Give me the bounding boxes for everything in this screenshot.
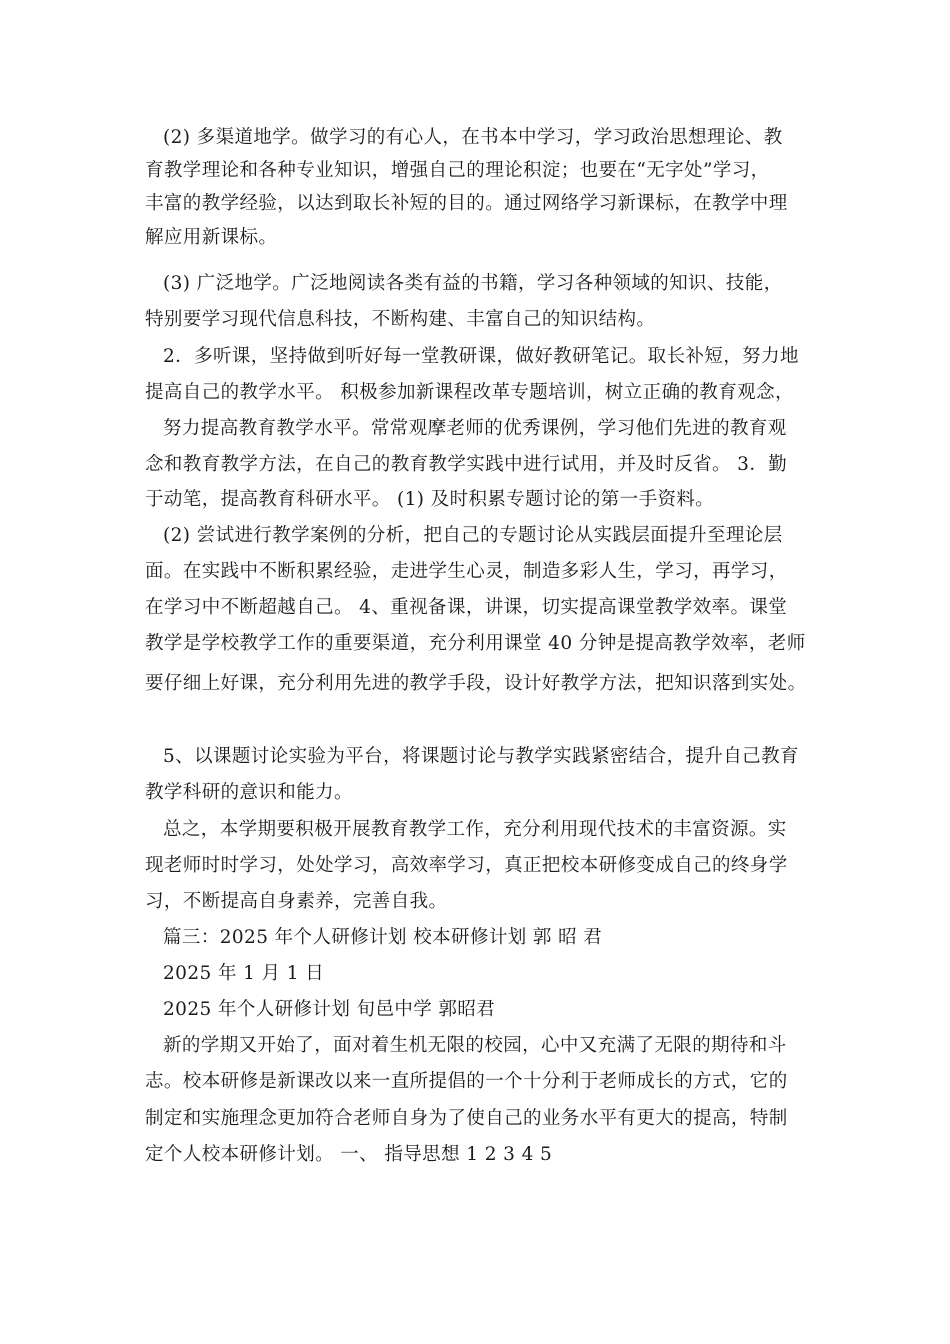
text-line: 面。在实践中不断积累经验，走进学生心灵，制造多彩人生，学习，再学习， — [145, 561, 788, 582]
text-line: 定个人校本研修计划。 一、 指导思想 1 2 3 4 5 — [145, 1144, 553, 1165]
text-line: (2) 多渠道地学。做学习的有心人，在书本中学习，学习政治思想理论、教 — [163, 127, 783, 148]
text-line: 制定和实施理念更加符合老师自身为了使自己的业务水平有更大的提高，特制 — [145, 1108, 788, 1129]
text-line: 念和教育教学方法，在自己的教育教学实践中进行试用，并及时反省。 3．勤 — [145, 454, 788, 475]
text-line: 丰富的教学经验，以达到取长补短的目的。通过网络学习新课标，在教学中理 — [145, 193, 788, 214]
text-line: 教学科研的意识和能力。 — [145, 782, 353, 803]
text-line: 志。校本研修是新课改以来一直所提倡的一个十分利于老师成长的方式，它的 — [145, 1071, 788, 1092]
text-line: 于动笔，提高教育科研水平。 (1) 及时积累专题讨论的第一手资料。 — [145, 489, 715, 510]
text-line: 篇三：2025 年个人研修计划 校本研修计划 郭 昭 君 — [163, 927, 603, 948]
text-line: 2．多听课，坚持做到听好每一堂教研课，做好教研笔记。取长补短，努力地 — [163, 346, 799, 367]
text-line: 在学习中不断超越自己。 4、重视备课，讲课，切实提高课堂教学效率。课堂 — [145, 597, 788, 618]
text-line: 要仔细上好课，充分利用先进的教学手段，设计好教学方法，把知识落到实处。 — [145, 673, 807, 694]
text-line: 5、以课题讨论实验为平台，将课题讨论与教学实践紧密结合，提升自己教育 — [163, 746, 799, 767]
text-line: 解应用新课标。 — [145, 227, 278, 248]
text-line: (3) 广泛地学。广泛地阅读各类有益的书籍，学习各种领域的知识、技能， — [163, 273, 783, 294]
text-line: (2) 尝试进行教学案例的分析，把自己的专题讨论从实践层面提升至理论层 — [163, 525, 783, 546]
text-line: 习，不断提高自身素养，完善自我。 — [145, 891, 448, 912]
text-line: 2025 年个人研修计划 旬邑中学 郭昭君 — [163, 999, 496, 1020]
text-line: 努力提高教育教学水平。常常观摩老师的优秀课例，学习他们先进的教育观 — [163, 418, 787, 439]
text-line: 教学是学校教学工作的重要渠道，充分利用课堂 40 分钟是提高教学效率，老师 — [145, 633, 806, 654]
text-line: 总之，本学期要积极开展教育教学工作，充分利用现代技术的丰富资源。实 — [163, 819, 787, 840]
text-line: 提高自己的教学水平。 积极参加新课程改革专题培训，树立正确的教育观念， — [145, 382, 794, 403]
text-line: 新的学期又开始了，面对着生机无限的校园，心中又充满了无限的期待和斗 — [163, 1035, 787, 1056]
text-line: 特别要学习现代信息科技，不断构建、丰富自己的知识结构。 — [145, 309, 656, 330]
text-line: 现老师时时学习，处处学习，高效率学习，真正把校本研修变成自己的终身学 — [145, 855, 788, 876]
text-line: 2025 年 1 月 1 日 — [163, 963, 325, 984]
text-line: 育教学理论和各种专业知识，增强自己的理论积淀；也要在“无字处”学习， — [145, 160, 770, 181]
